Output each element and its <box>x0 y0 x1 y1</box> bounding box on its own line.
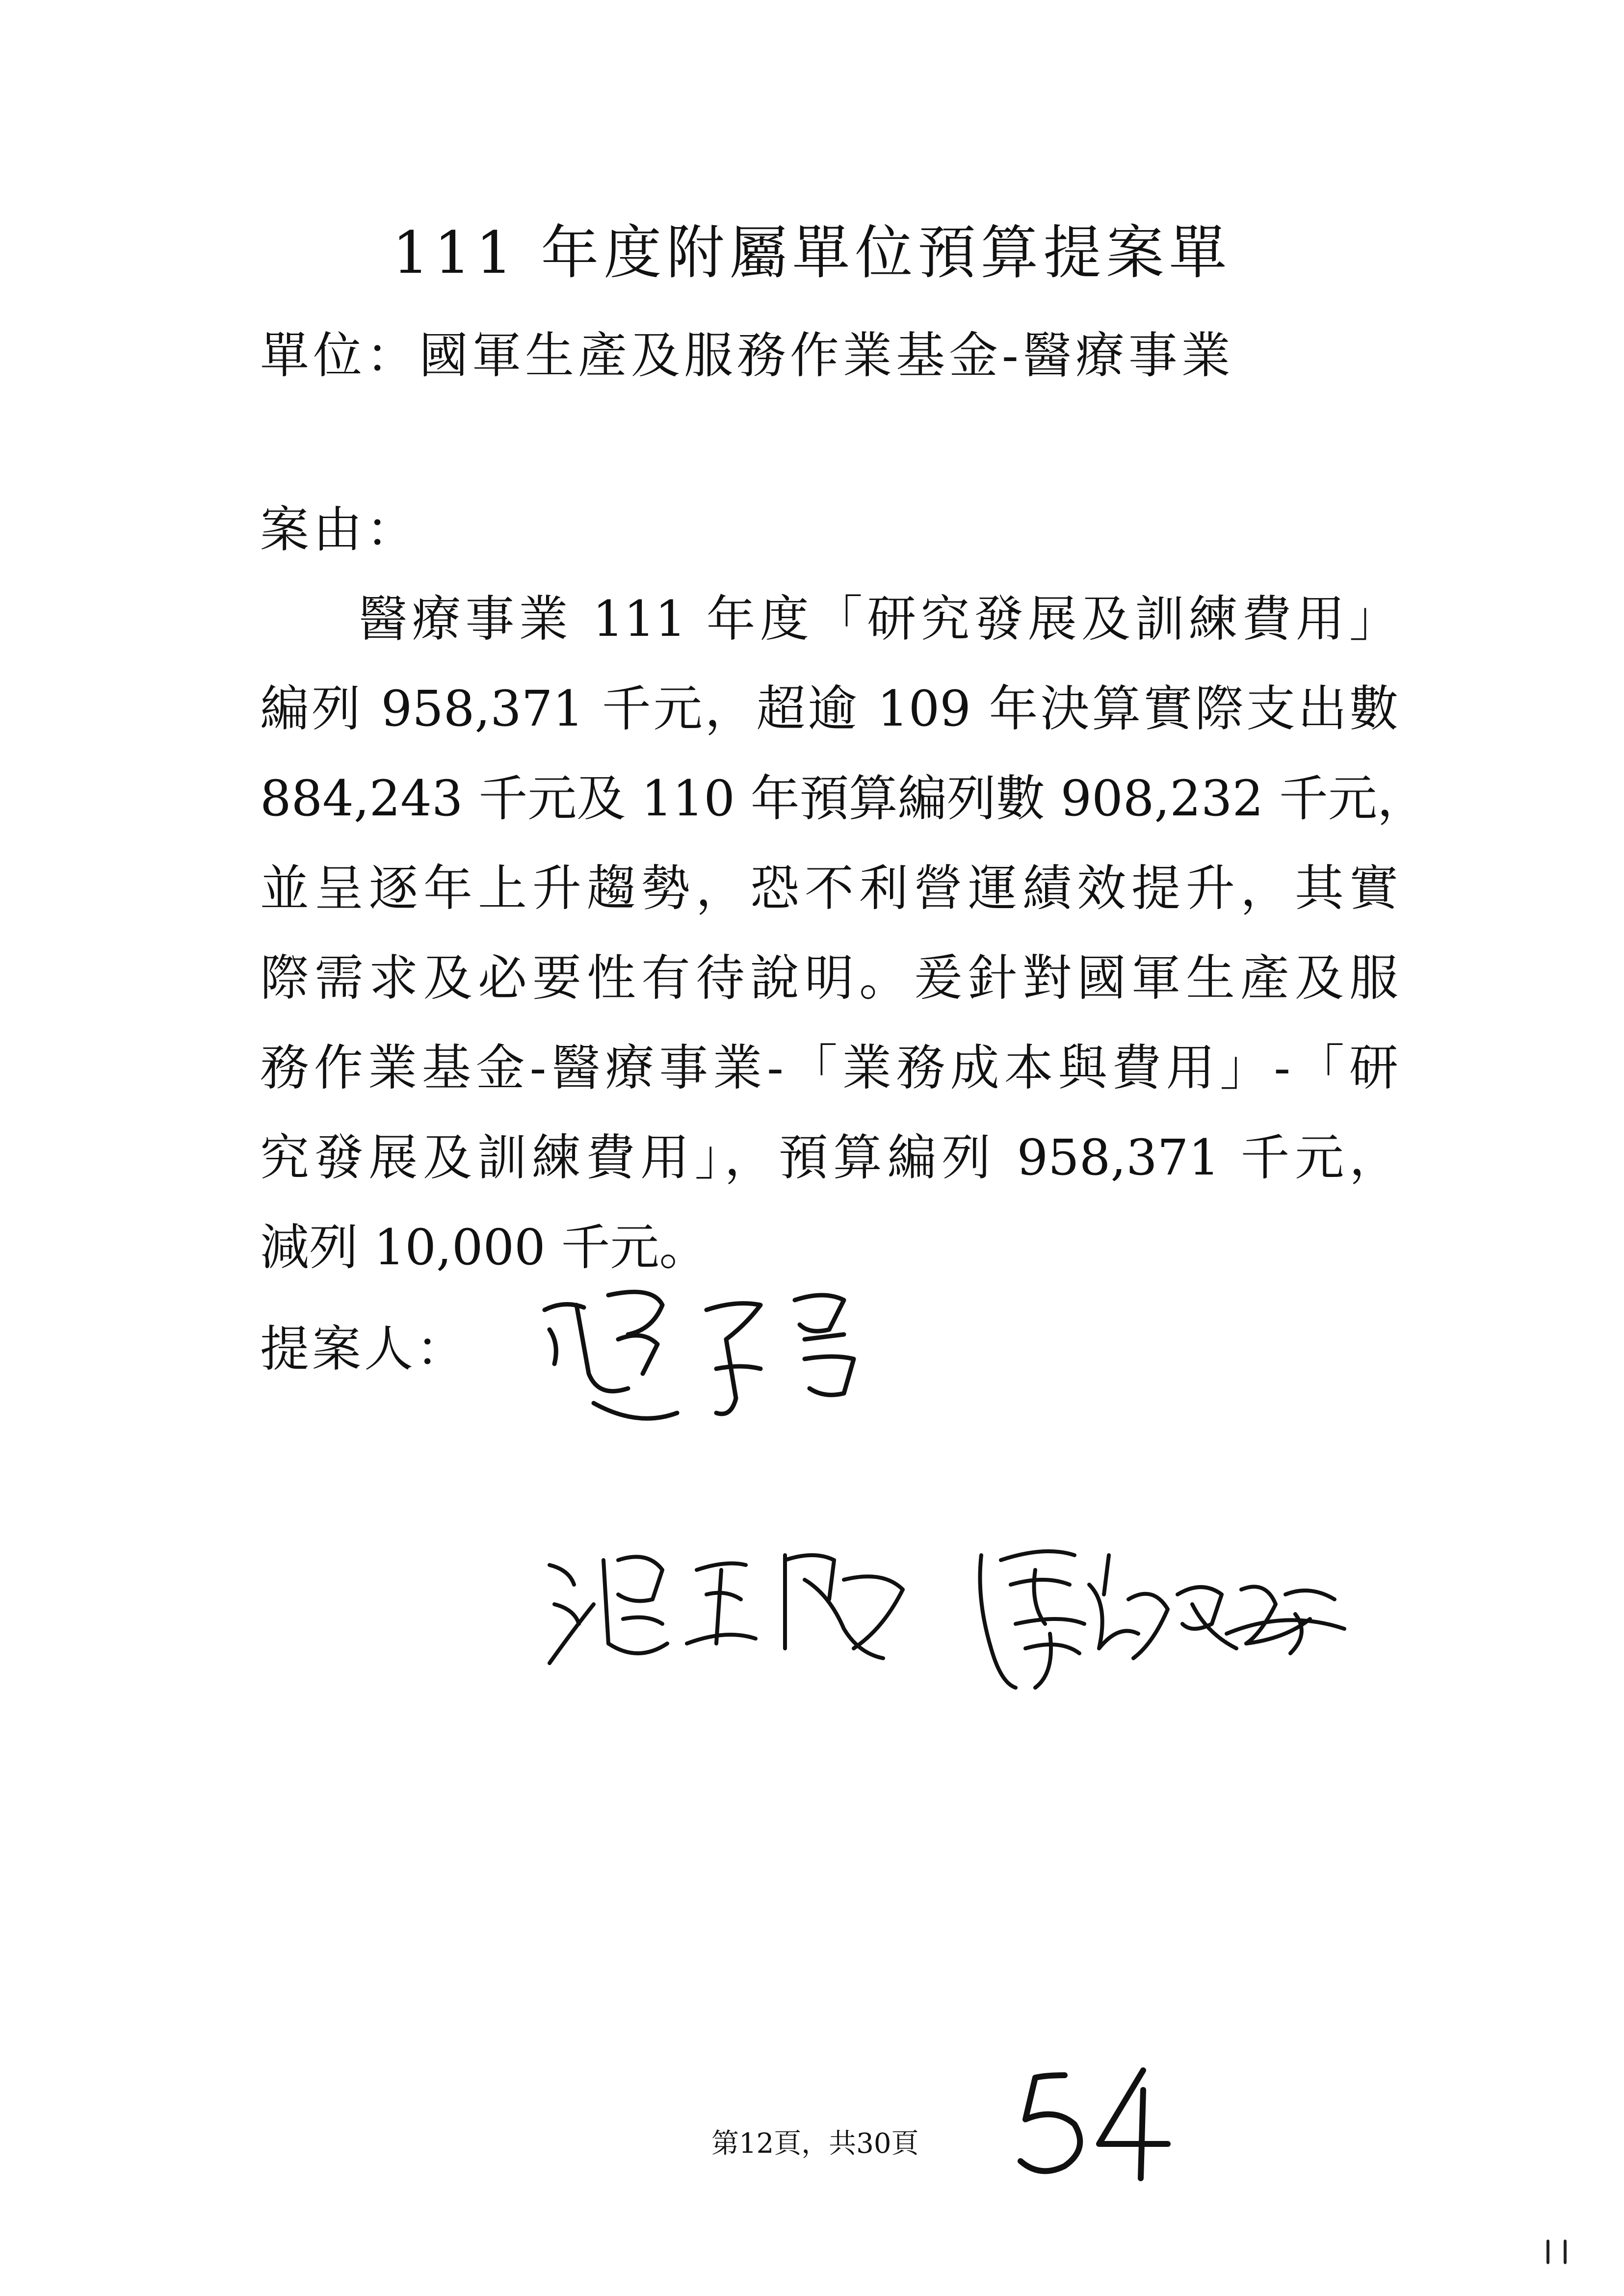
body-line: 884,243 千元及 110 年預算編列數 908,232 千元， <box>260 770 1426 827</box>
proposer-label: 提案人： <box>260 1320 468 1378</box>
body-line: 務作業基金-醫療事業-「業務成本與費用」-「研 <box>260 1039 1398 1096</box>
document-title: 111 年度附屬單位預算提案單 <box>392 219 1232 287</box>
page-footer: 第12頁，共30頁 <box>711 2128 919 2160</box>
body-line: 並呈逐年上升趨勢，恐不利營運績效提升，其實 <box>260 860 1398 917</box>
body-line: 究發展及訓練費用」，預算編列 958,371 千元， <box>260 1129 1398 1186</box>
body-line: 醫療事業 111 年度「研究發展及訓練費用」 <box>358 590 1398 648</box>
case-body <box>260 574 1426 1292</box>
handwritten-page-number <box>1001 2061 1187 2188</box>
handwritten-signature-4 <box>1079 1536 1354 1683</box>
handwritten-signature-1 <box>530 1271 883 1447</box>
unit-line: 單位：國軍生產及服務作業基金-醫療事業 <box>260 327 1234 384</box>
handwritten-signature-2 <box>540 1531 942 1688</box>
case-label: 案由： <box>260 501 419 558</box>
corner-mark <box>1541 2237 1575 2267</box>
body-line: 際需求及必要性有待說明。爰針對國軍生產及服 <box>260 949 1398 1007</box>
body-line: 減列 10,000 千元。 <box>260 1219 708 1276</box>
body-line: 編列 958,371 千元，超逾 109 年決算實際支出數 <box>260 680 1398 737</box>
